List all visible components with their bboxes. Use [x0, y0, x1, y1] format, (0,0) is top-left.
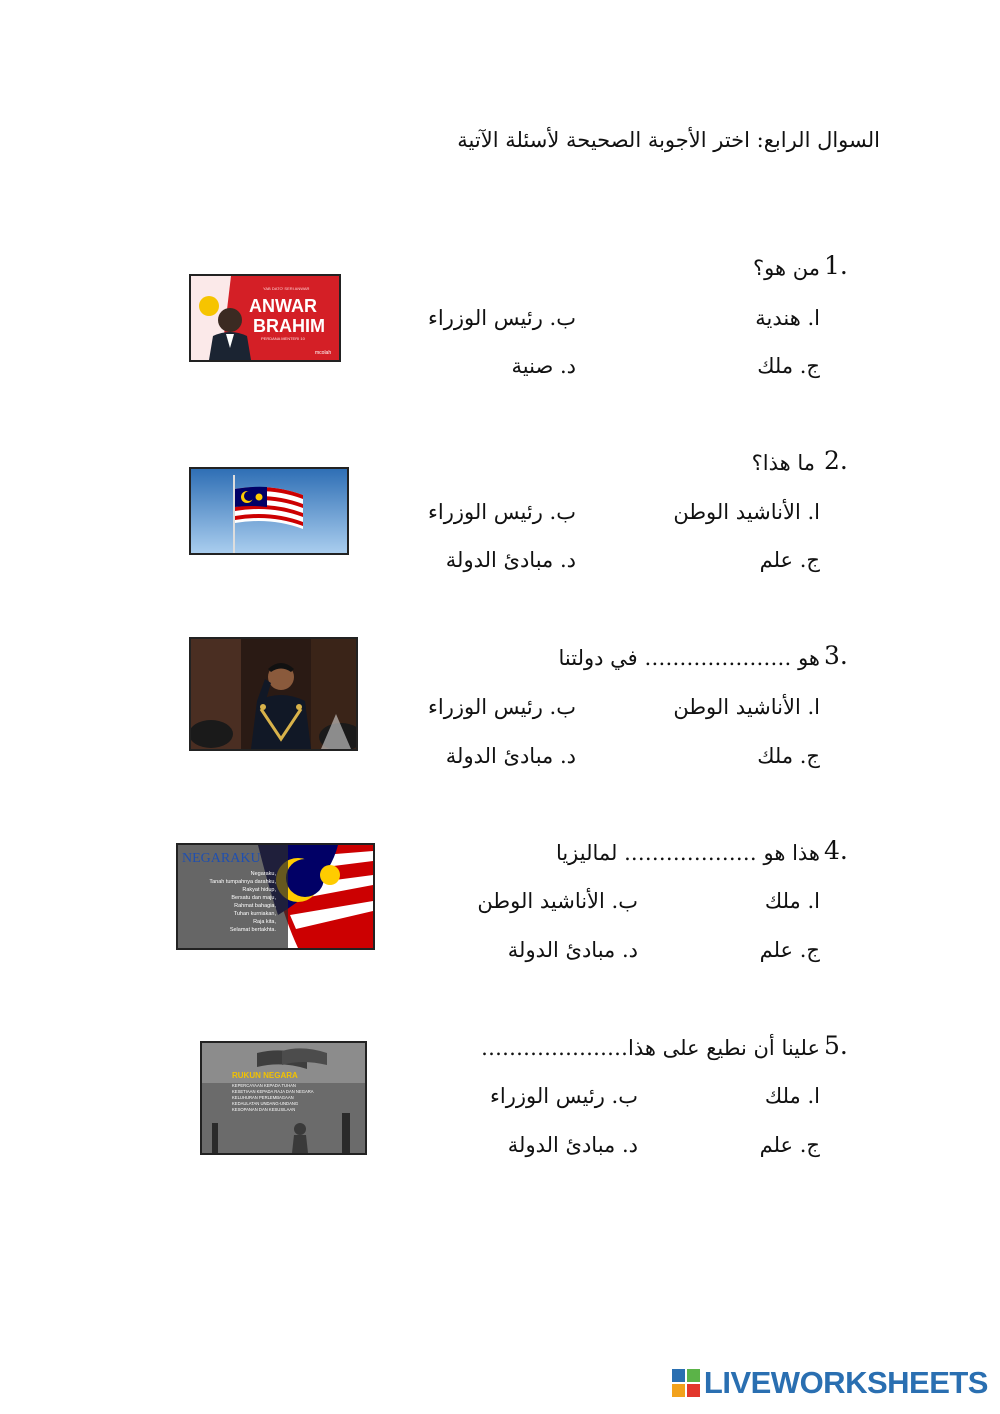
anthem-line: Bersatu dan maju, — [231, 895, 276, 901]
liveworksheets-logo-icon — [672, 1369, 700, 1397]
question-text: ما هذا؟ — [751, 451, 815, 475]
option-d[interactable]: د. مبادئ الدولة — [507, 1133, 638, 1157]
image-caption-sub: PERDANA MENTERI 10 — [261, 336, 305, 341]
image-caption-brand: mcolah — [315, 350, 332, 356]
anthem-line: Rahmat bahagia, — [234, 903, 276, 909]
question-text: علينا أن نطيع على هذا………………… — [480, 1036, 820, 1060]
liveworksheets-logo — [672, 1366, 988, 1400]
rukun-negara-line: KELUHURAN PERLEMBAGAAN — [232, 1095, 294, 1100]
option-d[interactable]: د. مبادئ الدولة — [507, 938, 638, 962]
rukun-negara-line: KEDAULATAN UNDANG-UNDANG — [232, 1101, 299, 1106]
option-b[interactable]: ب. رئيس الوزراء — [428, 500, 576, 524]
malaysia-flag-photo — [189, 467, 349, 555]
question-text: من هو؟ — [753, 256, 820, 280]
liveworksheets-logo-text: LIVEWORKSHEETS — [703, 1365, 988, 1400]
option-c[interactable]: ج. علم — [759, 1133, 820, 1157]
rukun-negara-line: KESETIAAN KEPADA RAJA DAN NEGARA — [232, 1089, 314, 1094]
option-c[interactable]: ج. علم — [759, 548, 820, 572]
negaraku-anthem-image — [176, 843, 375, 950]
option-a[interactable]: ا. هندية — [755, 306, 820, 330]
rukun-negara-line: KESOPANAN DAN KESUSILAAN — [232, 1107, 296, 1112]
question-number: 5. — [824, 1031, 848, 1060]
question-number: 4. — [824, 836, 848, 865]
anthem-line: Tuhan kurniakan, — [233, 911, 276, 917]
anthem-line: Rakyat hidup, — [242, 887, 276, 893]
option-d[interactable]: د. مبادئ الدولة — [445, 548, 576, 572]
rukun-negara-image — [200, 1041, 367, 1155]
option-a[interactable]: ا. ملك — [764, 889, 820, 913]
anthem-title: NEGARAKU — [182, 851, 261, 866]
anthem-line: Negaraku, — [250, 871, 276, 877]
option-b[interactable]: ب. رئيس الوزراء — [428, 306, 576, 330]
image-caption-top: YAB DATO' SERI ANWAR — [263, 286, 310, 291]
anthem-line: Raja kita, — [253, 919, 276, 925]
anthem-line: Selamat bertakhta. — [229, 927, 276, 933]
option-d[interactable]: د. مبادئ الدولة — [445, 744, 576, 768]
option-d[interactable]: د. صنية — [511, 354, 576, 378]
option-c[interactable]: ج. علم — [759, 938, 820, 962]
anthem-line: Tanah tumpahnya darahku, — [209, 879, 276, 885]
option-c[interactable]: ج. ملك — [757, 744, 820, 768]
rukun-negara-title: RUKUN NEGARA — [232, 1071, 298, 1080]
image-caption-name-1: ANWAR — [249, 296, 317, 316]
option-c[interactable]: ج. ملك — [757, 354, 820, 378]
question-number: 1. — [824, 251, 848, 280]
option-a[interactable]: ا. الأناشيد الوطن — [673, 500, 820, 524]
option-b[interactable]: ب. الأناشيد الوطن — [477, 889, 638, 913]
prime-minister-photo — [189, 274, 341, 362]
image-caption-name-2: BRAHIM — [253, 316, 325, 336]
king-photo — [189, 637, 358, 751]
option-b[interactable]: ب. رئيس الوزراء — [490, 1084, 638, 1108]
question-number: 3. — [824, 641, 848, 670]
question-number: 2. — [824, 446, 848, 475]
question-text: هو ………………… في دولتنا — [558, 646, 820, 670]
question-text: هذا هو ………………. لماليزيا — [555, 841, 820, 865]
option-a[interactable]: ا. الأناشيد الوطن — [673, 695, 820, 719]
option-a[interactable]: ا. ملك — [764, 1084, 820, 1108]
rukun-negara-line: KEPERCAYAAN KEPADA TUHAN — [232, 1083, 296, 1088]
worksheet-heading: السوال الرابع: اختر الأجوبة الصحيحة لأسئلة الآتية — [457, 128, 880, 152]
option-b[interactable]: ب. رئيس الوزراء — [428, 695, 576, 719]
